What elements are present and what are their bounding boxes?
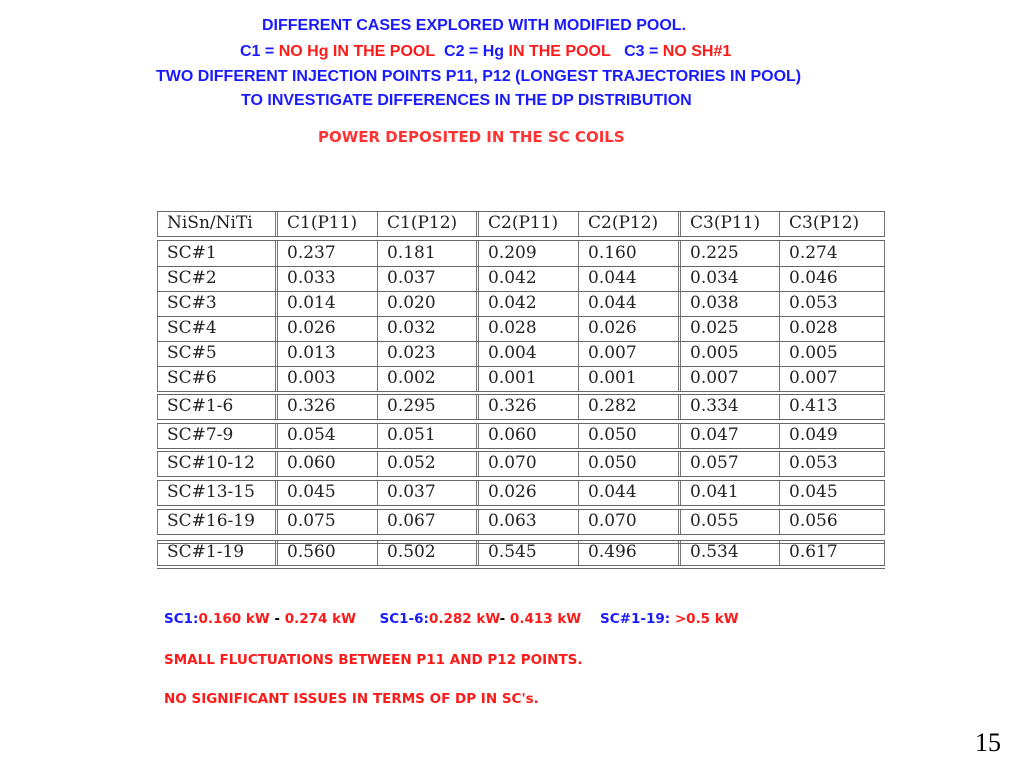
table-cell: 0.038: [681, 291, 780, 316]
table-row: [157, 509, 885, 534]
page-number: 15: [975, 728, 1001, 757]
table-cell: 0.037: [378, 480, 479, 505]
table-cell: 0.034: [681, 266, 780, 291]
header-line-1: DIFFERENT CASES EXPLORED WITH MODIFIED POOL.: [262, 17, 687, 34]
table-cell: 0.023: [378, 341, 479, 366]
table-row: [157, 451, 885, 476]
column-header: C3(P12): [780, 211, 885, 236]
row-label: SC#1-19: [157, 540, 278, 565]
table-cell: 0.560: [278, 540, 378, 565]
row-label: SC#7-9: [157, 423, 278, 448]
table-row: [157, 241, 885, 266]
table-cell: 0.502: [378, 540, 479, 565]
row-label: SC#6: [157, 366, 278, 391]
column-header: C2(P11): [479, 211, 579, 236]
table-row: [157, 291, 885, 316]
sc1-max: 0.274 kW: [284, 611, 357, 627]
table-cell: 0.181: [378, 241, 479, 266]
table-cell: 0.032: [378, 316, 479, 341]
table-cell: 0.005: [780, 341, 885, 366]
table-cell: 0.026: [579, 316, 681, 341]
table-cell: 0.237: [278, 241, 378, 266]
table-cell: 0.334: [681, 394, 780, 419]
table-cell: 0.075: [278, 509, 378, 534]
table-cell: 0.005: [681, 341, 780, 366]
table-row: [157, 266, 885, 291]
table-rule: [157, 476, 885, 477]
table-cell: 0.003: [278, 366, 378, 391]
sc1-sep: -: [269, 611, 285, 627]
sc16-label: SC1-6:: [379, 611, 429, 627]
row-label: SC#5: [157, 341, 278, 366]
row-label: SC#10-12: [157, 451, 278, 476]
table-rule: [157, 240, 885, 241]
table-rule: [157, 419, 885, 420]
table-row: [157, 366, 885, 391]
table-cell: 0.050: [579, 451, 681, 476]
sc119-value: >0.5 kW: [674, 611, 739, 627]
table-cell: 0.063: [479, 509, 579, 534]
table-cell: 0.044: [579, 291, 681, 316]
table-cell: 0.070: [479, 451, 579, 476]
c3-label: C3 =: [624, 43, 663, 60]
table-cell: 0.028: [479, 316, 579, 341]
c1-label: C1 =: [240, 43, 279, 60]
sc119-label: SC#1-19:: [600, 611, 675, 627]
row-label: SC#3: [157, 291, 278, 316]
row-label: SC#16-19: [157, 509, 278, 534]
note-fluctuations: SMALL FLUCTUATIONS BETWEEN P11 AND P12 POINTS.: [164, 652, 583, 668]
table-cell: 0.054: [278, 423, 378, 448]
table-rule: [157, 316, 885, 317]
table-cell: 0.014: [278, 291, 378, 316]
table-cell: 0.496: [579, 540, 681, 565]
table-cell: 0.053: [780, 291, 885, 316]
table-cell: 0.007: [780, 366, 885, 391]
table-cell: 0.026: [479, 480, 579, 505]
table-cell: 0.013: [278, 341, 378, 366]
table-cell: 0.046: [780, 266, 885, 291]
table-rule: [157, 568, 885, 569]
table-rule: [157, 266, 885, 267]
table-cell: 0.004: [479, 341, 579, 366]
table-rule: [157, 451, 885, 452]
column-header: C1(P11): [278, 211, 378, 236]
row-label: SC#1: [157, 241, 278, 266]
column-header: C3(P11): [681, 211, 780, 236]
table-row: [157, 423, 885, 448]
table-cell: 0.028: [780, 316, 885, 341]
table-cell: 0.007: [681, 366, 780, 391]
table-cell: 0.053: [780, 451, 885, 476]
sc16-sep: -: [499, 611, 510, 627]
row-label: SC#13-15: [157, 480, 278, 505]
table-cell: 0.070: [579, 509, 681, 534]
table-cell: 0.056: [780, 509, 885, 534]
table-cell: 0.001: [579, 366, 681, 391]
table-cell: 0.060: [278, 451, 378, 476]
table-cell: 0.067: [378, 509, 479, 534]
table-cell: 0.225: [681, 241, 780, 266]
table-cell: 0.274: [780, 241, 885, 266]
table-cell: 0.534: [681, 540, 780, 565]
table-cell: 0.060: [479, 423, 579, 448]
table-subtitle: POWER DEPOSITED IN THE SC COILS: [318, 128, 625, 146]
table-cell: 0.057: [681, 451, 780, 476]
table-cell: 0.020: [378, 291, 479, 316]
table-row: [157, 316, 885, 341]
table-cell: 0.617: [780, 540, 885, 565]
table-cell: 0.050: [579, 423, 681, 448]
table-cell: 0.160: [579, 241, 681, 266]
row-label: SC#4: [157, 316, 278, 341]
table-rule: [157, 505, 885, 506]
column-header: C1(P12): [378, 211, 479, 236]
table-cell: 0.047: [681, 423, 780, 448]
table-cell: 0.037: [378, 266, 479, 291]
column-header: NiSn/NiTi: [157, 211, 278, 236]
table-cell: 0.049: [780, 423, 885, 448]
table-cell: 0.052: [378, 451, 479, 476]
sc1-min: 0.160 kW: [198, 611, 270, 627]
c2-label: C2 = Hg: [444, 43, 509, 60]
c3-value: NO SH#1: [662, 43, 732, 60]
table-cell: 0.282: [579, 394, 681, 419]
c2-value: IN THE POOL: [508, 43, 611, 60]
table-cell: 0.545: [479, 540, 579, 565]
table-rule: [157, 211, 885, 212]
sc16-min: 0.282 kW: [428, 611, 500, 627]
table-cell: 0.007: [579, 341, 681, 366]
table-cell: 0.026: [278, 316, 378, 341]
note-ranges: [164, 611, 739, 627]
table-rule: [157, 534, 885, 535]
table-rule: [157, 540, 885, 544]
table-cell: 0.326: [278, 394, 378, 419]
table-cell: 0.033: [278, 266, 378, 291]
sc1-label: SC1:: [164, 611, 199, 627]
table-cell: 0.042: [479, 291, 579, 316]
column-header: C2(P12): [579, 211, 681, 236]
table-cell: 0.001: [479, 366, 579, 391]
header-line-3: TWO DIFFERENT INJECTION POINTS P11, P12 (LONGEST TRAJECTORIES IN POOL): [156, 68, 802, 85]
table-cell: 0.413: [780, 394, 885, 419]
table-rule: [157, 565, 885, 566]
table-cell: 0.326: [479, 394, 579, 419]
table-row: [157, 480, 885, 505]
header-line-4: TO INVESTIGATE DIFFERENCES IN THE DP DISTRIBUTION: [241, 92, 692, 109]
table-cell: 0.055: [681, 509, 780, 534]
header-line-2: [240, 42, 731, 62]
table-cell: 0.025: [681, 316, 780, 341]
table-row: [157, 341, 885, 366]
row-label: SC#1-6: [157, 394, 278, 419]
table-rule: [157, 480, 885, 481]
table-cell: 0.045: [278, 480, 378, 505]
table-row: [157, 394, 885, 419]
table-rule: [157, 391, 885, 392]
table-cell: 0.042: [479, 266, 579, 291]
row-label: SC#2: [157, 266, 278, 291]
table-header-row: [157, 211, 885, 236]
table-rule: [157, 394, 885, 395]
table-cell: 0.044: [579, 266, 681, 291]
table-cell: 0.041: [681, 480, 780, 505]
table-cell: 0.295: [378, 394, 479, 419]
table-rule: [157, 509, 885, 510]
table-rule: [157, 236, 885, 237]
table-cell: 0.044: [579, 480, 681, 505]
table-cell: 0.209: [479, 241, 579, 266]
table-rule: [157, 366, 885, 367]
table-rule: [157, 341, 885, 342]
table-rule: [157, 423, 885, 424]
table-cell: 0.002: [378, 366, 479, 391]
table-rule: [157, 448, 885, 449]
table-rule: [157, 291, 885, 292]
table-cell: 0.045: [780, 480, 885, 505]
c1-value: NO Hg IN THE POOL: [278, 43, 436, 60]
sc16-max: 0.413 kW: [509, 611, 582, 627]
note-no-issues: NO SIGNIFICANT ISSUES IN TERMS OF DP IN SC's.: [164, 691, 539, 707]
table-cell: 0.051: [378, 423, 479, 448]
